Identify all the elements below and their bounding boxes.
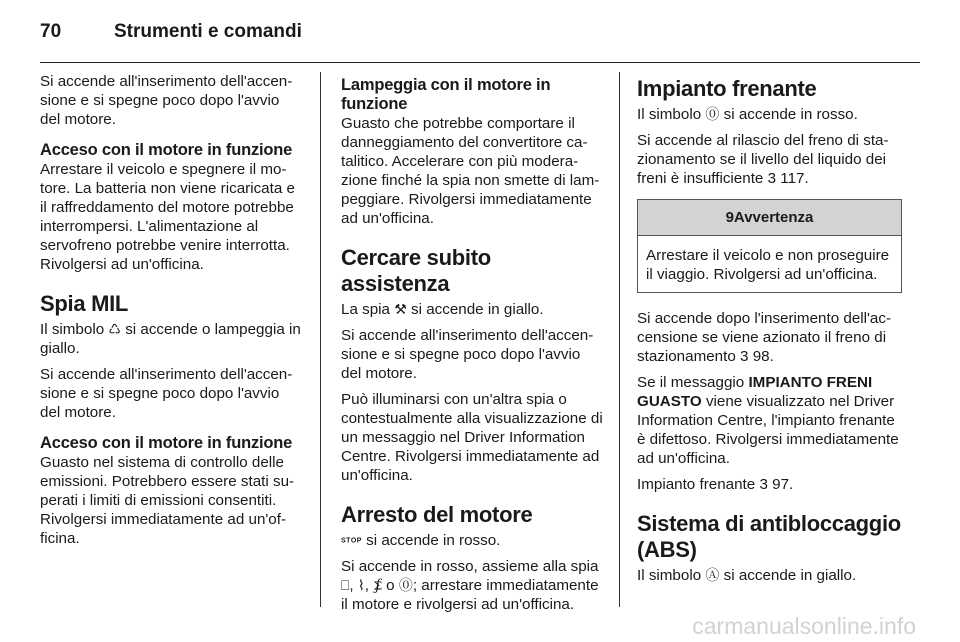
paragraph: Impianto frenante 3 97. [637, 476, 794, 493]
oil-pressure-icon: ⌇ [357, 577, 365, 594]
heading-impianto-frenante: Impianto frenante [637, 76, 817, 101]
paragraph: Il simbolo Ⓐ si accende in giallo. [637, 567, 857, 584]
column-1 [40, 72, 302, 555]
heading-arresto: Arresto del motore [341, 502, 533, 527]
paragraph: Si accende all'inserimento dell'accensione e si spegne poco dopo l'avvio del motore. [40, 366, 293, 421]
paragraph: Arrestare il veicolo e spegnere il motore. La batteria non viene ricaricata e il raffreddamento del motore potrebbe interrompersi. L'alimentazione al servofreno potrebbe venire interrotta. Rivolgersi ad un'officina. [40, 161, 295, 273]
paragraph: Si accende all'inserimento dell'accensione e si spegne poco dopo l'avvio del motore. [40, 73, 293, 128]
warning-title: Avvertenza [733, 209, 814, 226]
paragraph: Guasto che potrebbe comportare il danneggiamento del convertitore catalitico. Accelerare con più moderazione finché la spia non smette di lampeggiare. Rivolgersi immediatamente ad un'officina. [341, 115, 600, 227]
wrench-icon: ⚒ [394, 301, 407, 317]
page-number: 70 [40, 21, 62, 42]
paragraph: Se il messaggio IMPIANTO FRENI GUASTO viene visualizzato nel Driver Information Centre, l'impianto frenante è difettoso. Rivolgersi immediatamente ad un'officina. [637, 374, 899, 467]
heading-assistenza: Cercare subito assistenza [341, 245, 491, 296]
paragraph: La spia ⚒ si accende in giallo. [341, 301, 544, 318]
reference-arrow-icon: 3 [740, 348, 749, 365]
coolant-temperature-icon: ⨋ [373, 577, 382, 594]
heading-acceso-1: Acceso con il motore in funzione [40, 141, 293, 159]
stop-icon: STOP [341, 537, 362, 545]
battery-icon: ⎕ [341, 577, 350, 594]
paragraph: Si accende dopo l'inserimento dell'accensione se viene azionato il freno di stazionamento 3 98. [637, 310, 892, 365]
reference-arrow-icon: 3 [759, 476, 768, 493]
column-divider [320, 72, 321, 607]
paragraph: Si accende in rosso, assieme alla spia ⎕, ⌇, ⨋ o ⓪; arrestare immediatamente il motore e rivolgersi ad un'officina. [341, 558, 599, 614]
reference-arrow-icon: 3 [767, 170, 777, 187]
warning-text: Arrestare il veicolo e non proseguire il viaggio. Rivolgersi ad un'officina. [646, 247, 890, 283]
brake-icon: ⓪ [398, 577, 413, 594]
column-divider [619, 72, 620, 607]
paragraph: STOP si accende in rosso. [341, 532, 501, 549]
brake-icon: ⓪ [705, 106, 720, 122]
paragraph: Il simbolo ⓪ si accende in rosso. [637, 106, 858, 123]
abs-icon: Ⓐ [705, 567, 720, 583]
paragraph: Può illuminarsi con un'altra spia o contestualmente alla visualizzazione di un messaggio nel Driver Information Centre. Rivolgersi immediatamente ad un'officina. [341, 391, 603, 484]
header-rule [40, 62, 920, 63]
heading-acceso-2: Acceso con il motore in funzione [40, 434, 293, 452]
page-title: Strumenti e comandi [114, 21, 302, 42]
warning-box [637, 199, 902, 293]
engine-mil-icon: ♺ [108, 321, 121, 337]
watermark: carmanualsonline.info [692, 613, 916, 639]
column-3 [637, 72, 902, 592]
page-reference: 97. [772, 476, 794, 493]
heading-spia-mil: Spia MIL [40, 291, 129, 316]
page-header [40, 16, 302, 48]
paragraph: Si accende all'inserimento dell'accensione e si spegne poco dopo l'avvio del motore. [341, 327, 594, 382]
page-reference: 98. [752, 348, 774, 365]
paragraph: Il simbolo ♺ si accende o lampeggia in giallo. [40, 321, 301, 357]
column-2 [341, 72, 603, 621]
message-text: IMPIANTO FRENI GUASTO [637, 374, 873, 410]
warning-header [638, 200, 901, 236]
warning-triangle-icon: 9 [725, 209, 734, 226]
heading-lampeggia: Lampeggia con il motore in funzione [341, 76, 551, 113]
paragraph: Si accende al rilascio del freno di stazionamento se il livello del liquido dei freni è insufficiente 3 117. [637, 132, 889, 187]
page-reference: 117. [780, 170, 809, 187]
paragraph: Guasto nel sistema di controllo delle emissioni. Potrebbero essere stati superati i limiti di emissioni consentiti. Rivolgersi immediatamente ad un'officina. [40, 454, 295, 547]
heading-abs: Sistema di antibloccaggio (ABS) [637, 511, 901, 562]
